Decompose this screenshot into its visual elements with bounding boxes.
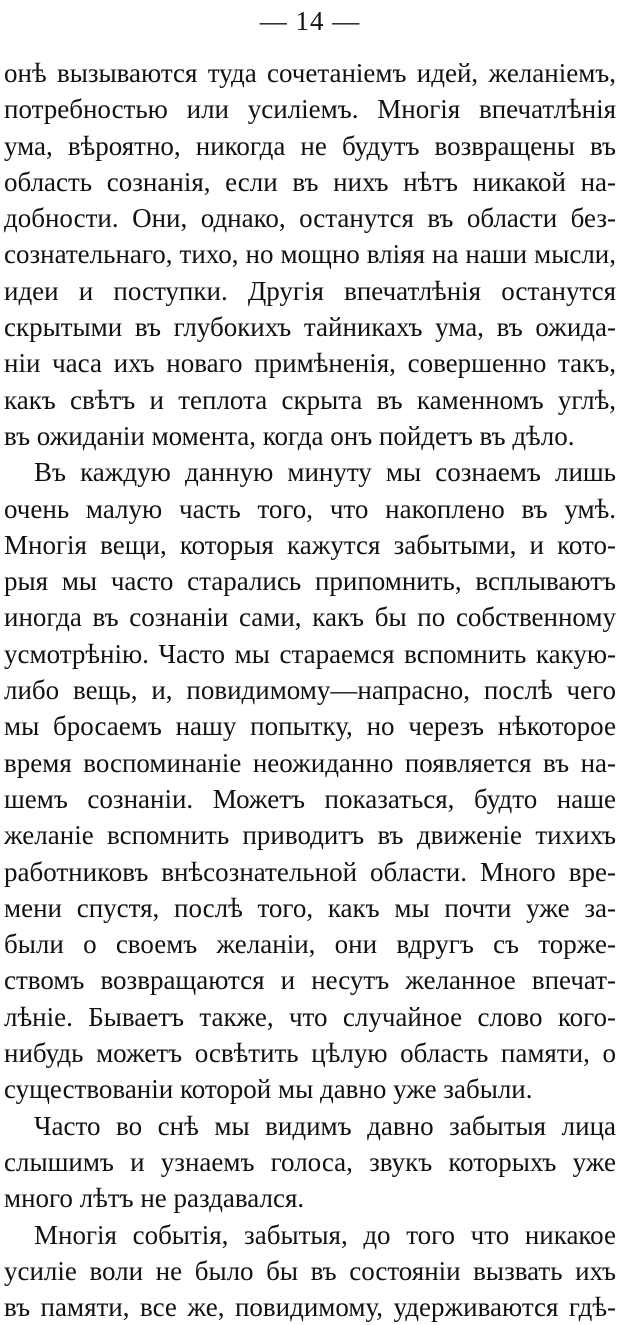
text-line: иногда въ сознаніи сами, какъ бы по собственному (4, 602, 616, 633)
text-line: онѣ вызываются туда сочетаніемъ идей, желаніемъ, (4, 58, 616, 88)
text-line: усиліе воли не было бы въ состояніи вызвать ихъ (4, 1255, 616, 1286)
text-line: ніи часа ихъ новаго примѣненія, совершенно такъ, (4, 348, 616, 379)
text-line: существованіи которой мы давно уже забыли. (4, 1074, 533, 1105)
text-line: рыя мы часто старались припомнить, всплываютъ (4, 566, 616, 597)
text-line: какъ свѣтъ и теплота скрыта въ каменномъ углѣ, (4, 384, 616, 415)
text-line: въ ожиданіи момента, когда онъ пойдетъ въ дѣло. (4, 420, 575, 451)
text-line: въ памяти, все же, повидимому, удерживаются гдѣ- (4, 1292, 616, 1323)
text-line: очень малую часть того, что накоплено въ умѣ. (4, 493, 616, 524)
text-line: сознательнаго, тихо, но мощно вліяя на наши мысли, (4, 239, 616, 270)
text-line: мы бросаемъ нашу попытку, но черезъ нѣкоторое (4, 711, 616, 742)
text-line: нибудь можетъ освѣтить цѣлую область памяти, о (4, 1038, 616, 1069)
text-line: лѣніе. Бываетъ также, что случайное слово кого- (4, 1001, 616, 1032)
text-line: желаніе вспомнить приводитъ въ движеніе тихихъ (4, 820, 616, 851)
text-line: время воспоминаніе неожиданно появляется въ на- (4, 747, 616, 778)
text-line: Часто во снѣ мы видимъ давно забытыя лица (34, 1110, 616, 1141)
text-line: скрытыми въ глубокихъ тайникахъ ума, въ ожида- (4, 312, 616, 343)
text-line: добности. Они, однако, останутся въ области без- (4, 203, 616, 234)
text-line: были о своемъ желаніи, они вдругъ съ торже- (4, 929, 616, 960)
body-text (4, 55, 616, 1325)
text-line: Многія событія, забытыя, до того что никакое (34, 1219, 616, 1250)
text-line: либо вещь, и, повидимому—напрасно, послѣ чего (4, 675, 616, 706)
page-number: — 14 — (259, 6, 361, 36)
text-line: ствомъ возвращаются и несутъ желанное впечат- (4, 965, 616, 996)
text-line: потребностью или усиліемъ. Многія впечатлѣнія (4, 94, 616, 125)
text-line: усмотрѣнію. Часто мы стараемся вспомнить какую- (4, 638, 616, 669)
text-line: Въ каждую данную минуту мы сознаемъ лишь (34, 457, 616, 488)
text-line: Многія вещи, которыя кажутся забытыми, и кото- (4, 529, 616, 560)
text-line: идеи и поступки. Другія впечатлѣнія останутся (4, 275, 616, 306)
text-line: область сознанія, если въ нихъ нѣтъ никакой на- (4, 166, 616, 197)
text-line: шемъ сознаніи. Можетъ показаться, будто наше (4, 783, 616, 814)
text-line: много лѣтъ не раздавался. (4, 1183, 305, 1214)
text-line: ума, вѣроятно, никогда не будутъ возвращены въ (4, 130, 616, 161)
text-line: слышимъ и узнаемъ голоса, звукъ которыхъ уже (4, 1146, 616, 1177)
text-line: работниковъ внѣсознательной области. Много вре- (4, 856, 616, 887)
text-line: мени спустя, послѣ того, какъ мы почти уже за- (4, 892, 616, 923)
